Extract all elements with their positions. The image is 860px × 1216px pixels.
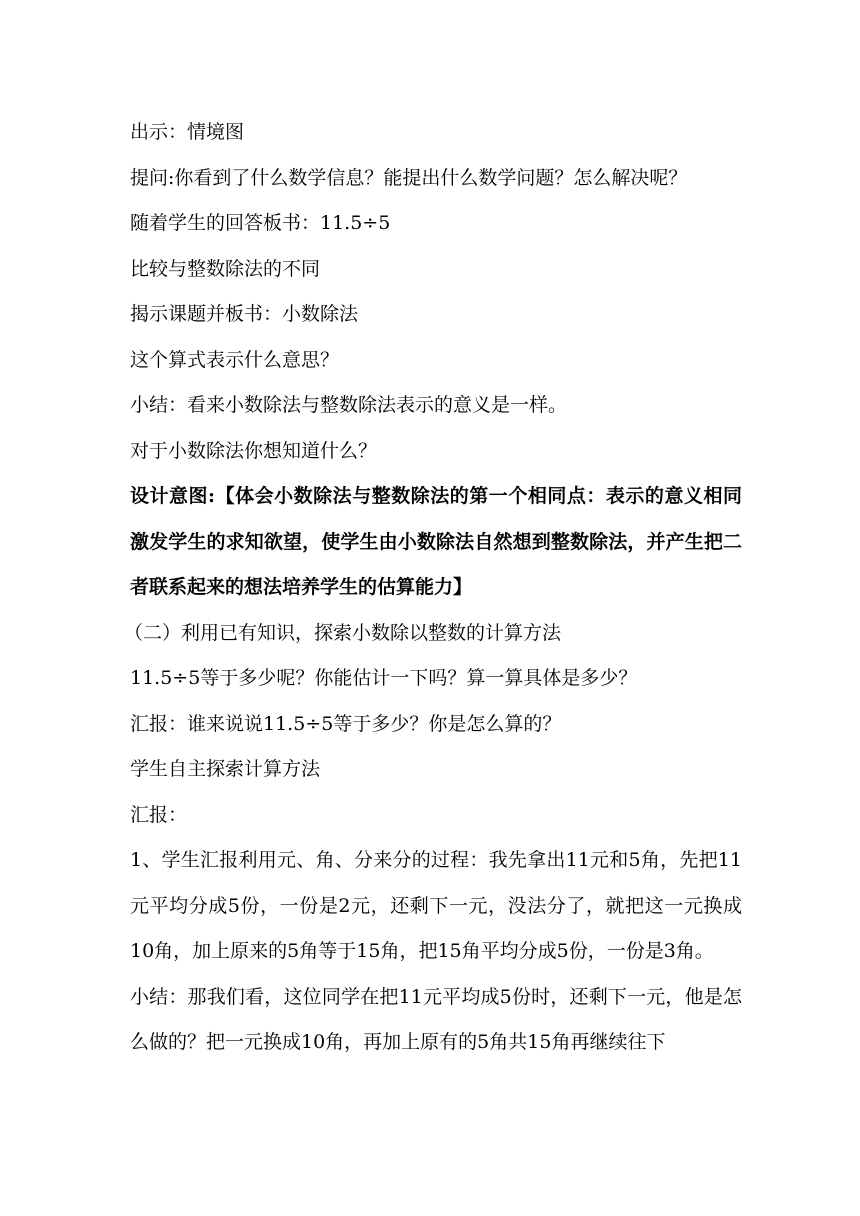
design-intent-text: 【体会小数除法与整数除法的第一个相同点：表示的意义相同激发学生的求知欲望，使学生由小数除法自然想到整数除法，并产生把二者联系起来的想法培养学生的估算能力】 bbox=[130, 485, 742, 598]
line-topic: 揭示课题并板书：小数除法 bbox=[130, 303, 359, 325]
line-meaning-question: 这个算式表示什么意思？ bbox=[130, 348, 340, 371]
line-board-writing: 随着学生的回答板书：11.5÷5 bbox=[130, 212, 391, 234]
line-summary-1: 小结：看来小数除法与整数除法表示的意义是一样。 bbox=[130, 394, 568, 416]
report-1-paragraph: 1、学生汇报利用元、角、分来分的过程：我先拿出11元和5角，先把11元平均分成5份，一份是2元，还剩下一元，没法分了，就把这一元换成10角，加上原来的5角等于15角，把15角平均分成5份，一份是3角。 bbox=[130, 849, 742, 962]
document-page bbox=[124, 110, 742, 1066]
line-report-question: 汇报：谁来说说11.5÷5等于多少？你是怎么算的？ bbox=[130, 712, 562, 735]
line-report-label: 汇报： bbox=[130, 803, 188, 826]
line-estimate: 11.5÷5等于多少呢？你能估计一下吗？算一算具体是多少？ bbox=[130, 667, 638, 689]
design-intent-paragraph bbox=[130, 474, 742, 611]
line-question: 提问:你看到了什么数学信息？能提出什么数学问题？怎么解决呢？ bbox=[130, 166, 688, 189]
summary-2-paragraph: 小结：那我们看，这位同学在把11元平均成5份时，还剩下一元，他是怎么做的？把一元换成10角，再加上原有的5角共15角再继续往下 bbox=[130, 985, 742, 1053]
line-compare: 比较与整数除法的不同 bbox=[130, 257, 321, 280]
design-intent-label: 设计意图: bbox=[130, 485, 216, 507]
section-heading: （二）利用已有知识，探索小数除以整数的计算方法 bbox=[124, 621, 562, 644]
line-show-scene: 出示：情境图 bbox=[130, 121, 245, 143]
line-want-to-know: 对于小数除法你想知道什么？ bbox=[130, 439, 378, 462]
line-self-explore: 学生自主探索计算方法 bbox=[130, 758, 321, 780]
